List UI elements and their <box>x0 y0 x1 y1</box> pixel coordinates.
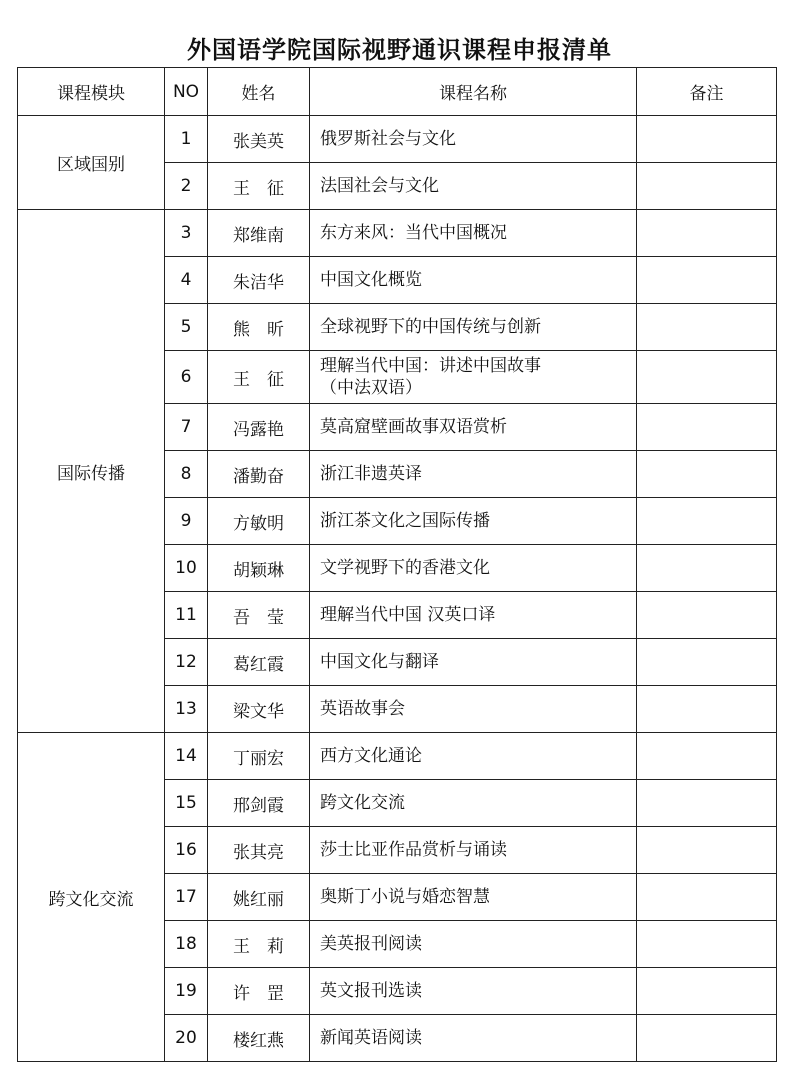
row-number: 5 <box>165 304 208 351</box>
teacher-name: 许 罡 <box>208 968 310 1015</box>
teacher-name: 王 莉 <box>208 921 310 968</box>
row-number: 7 <box>165 404 208 451</box>
note-cell <box>637 257 777 304</box>
course-name: 跨文化交流 <box>310 780 637 827</box>
note-cell <box>637 498 777 545</box>
course-name: 莎士比亚作品赏析与诵读 <box>310 827 637 874</box>
course-name: 美英报刊阅读 <box>310 921 637 968</box>
course-name: 中国文化概览 <box>310 257 637 304</box>
teacher-name: 吾 莹 <box>208 592 310 639</box>
note-cell <box>637 639 777 686</box>
course-table <box>17 67 777 1062</box>
course-name: 理解当代中国 汉英口译 <box>310 592 637 639</box>
teacher-name: 王 征 <box>208 351 310 404</box>
teacher-name: 姚红丽 <box>208 874 310 921</box>
document-title: 外国语学院国际视野通识课程申报清单 <box>187 36 612 64</box>
row-number: 1 <box>165 116 208 163</box>
note-cell <box>637 827 777 874</box>
course-name: 英文报刊选读 <box>310 968 637 1015</box>
row-number: 6 <box>165 351 208 404</box>
table-body <box>18 116 777 1062</box>
course-name: 英语故事会 <box>310 686 637 733</box>
row-number: 12 <box>165 639 208 686</box>
row-number: 3 <box>165 210 208 257</box>
course-name: 法国社会与文化 <box>310 163 637 210</box>
row-number: 15 <box>165 780 208 827</box>
row-number: 20 <box>165 1015 208 1062</box>
course-name: 东方来风：当代中国概况 <box>310 210 637 257</box>
teacher-name: 张美英 <box>208 116 310 163</box>
row-number: 4 <box>165 257 208 304</box>
module-label: 跨文化交流 <box>18 733 165 1062</box>
note-cell <box>637 686 777 733</box>
note-cell <box>637 304 777 351</box>
row-number: 8 <box>165 451 208 498</box>
row-number: 18 <box>165 921 208 968</box>
course-name: 文学视野下的香港文化 <box>310 545 637 592</box>
note-cell <box>637 163 777 210</box>
note-cell <box>637 545 777 592</box>
course-name: 西方文化通论 <box>310 733 637 780</box>
note-cell <box>637 351 777 404</box>
note-cell <box>637 404 777 451</box>
teacher-name: 张其亮 <box>208 827 310 874</box>
teacher-name: 楼红燕 <box>208 1015 310 1062</box>
header-name: 姓名 <box>208 68 310 116</box>
note-cell <box>637 780 777 827</box>
note-cell <box>637 874 777 921</box>
row-number: 14 <box>165 733 208 780</box>
teacher-name: 邢剑霞 <box>208 780 310 827</box>
teacher-name: 胡颖琳 <box>208 545 310 592</box>
row-number: 19 <box>165 968 208 1015</box>
note-cell <box>637 1015 777 1062</box>
course-name: 奥斯丁小说与婚恋智慧 <box>310 874 637 921</box>
teacher-name: 梁文华 <box>208 686 310 733</box>
course-name: 新闻英语阅读 <box>310 1015 637 1062</box>
row-number: 10 <box>165 545 208 592</box>
note-cell <box>637 968 777 1015</box>
teacher-name: 朱洁华 <box>208 257 310 304</box>
header-course: 课程名称 <box>310 68 637 116</box>
header-note: 备注 <box>637 68 777 116</box>
table-row <box>18 116 777 163</box>
row-number: 16 <box>165 827 208 874</box>
module-label: 国际传播 <box>18 210 165 733</box>
course-name: 浙江非遗英译 <box>310 451 637 498</box>
course-name: 理解当代中国：讲述中国故事 （中法双语） <box>310 351 637 404</box>
note-cell <box>637 451 777 498</box>
course-name: 浙江茶文化之国际传播 <box>310 498 637 545</box>
table-row <box>18 210 777 257</box>
header-module: 课程模块 <box>18 68 165 116</box>
row-number: 2 <box>165 163 208 210</box>
teacher-name: 冯露艳 <box>208 404 310 451</box>
course-name: 俄罗斯社会与文化 <box>310 116 637 163</box>
note-cell <box>637 210 777 257</box>
course-name: 中国文化与翻译 <box>310 639 637 686</box>
row-number: 17 <box>165 874 208 921</box>
header-no: NO <box>165 68 208 116</box>
teacher-name: 方敏明 <box>208 498 310 545</box>
teacher-name: 王 征 <box>208 163 310 210</box>
course-name: 莫高窟壁画故事双语赏析 <box>310 404 637 451</box>
table-row <box>18 733 777 780</box>
teacher-name: 潘勤奋 <box>208 451 310 498</box>
teacher-name: 葛红霞 <box>208 639 310 686</box>
module-label: 区域国别 <box>18 116 165 210</box>
note-cell <box>637 592 777 639</box>
course-name: 全球视野下的中国传统与创新 <box>310 304 637 351</box>
note-cell <box>637 921 777 968</box>
note-cell <box>637 733 777 780</box>
row-number: 9 <box>165 498 208 545</box>
note-cell <box>637 116 777 163</box>
row-number: 13 <box>165 686 208 733</box>
teacher-name: 丁丽宏 <box>208 733 310 780</box>
teacher-name: 熊 昕 <box>208 304 310 351</box>
table-header-row <box>18 68 777 116</box>
row-number: 11 <box>165 592 208 639</box>
teacher-name: 郑维南 <box>208 210 310 257</box>
